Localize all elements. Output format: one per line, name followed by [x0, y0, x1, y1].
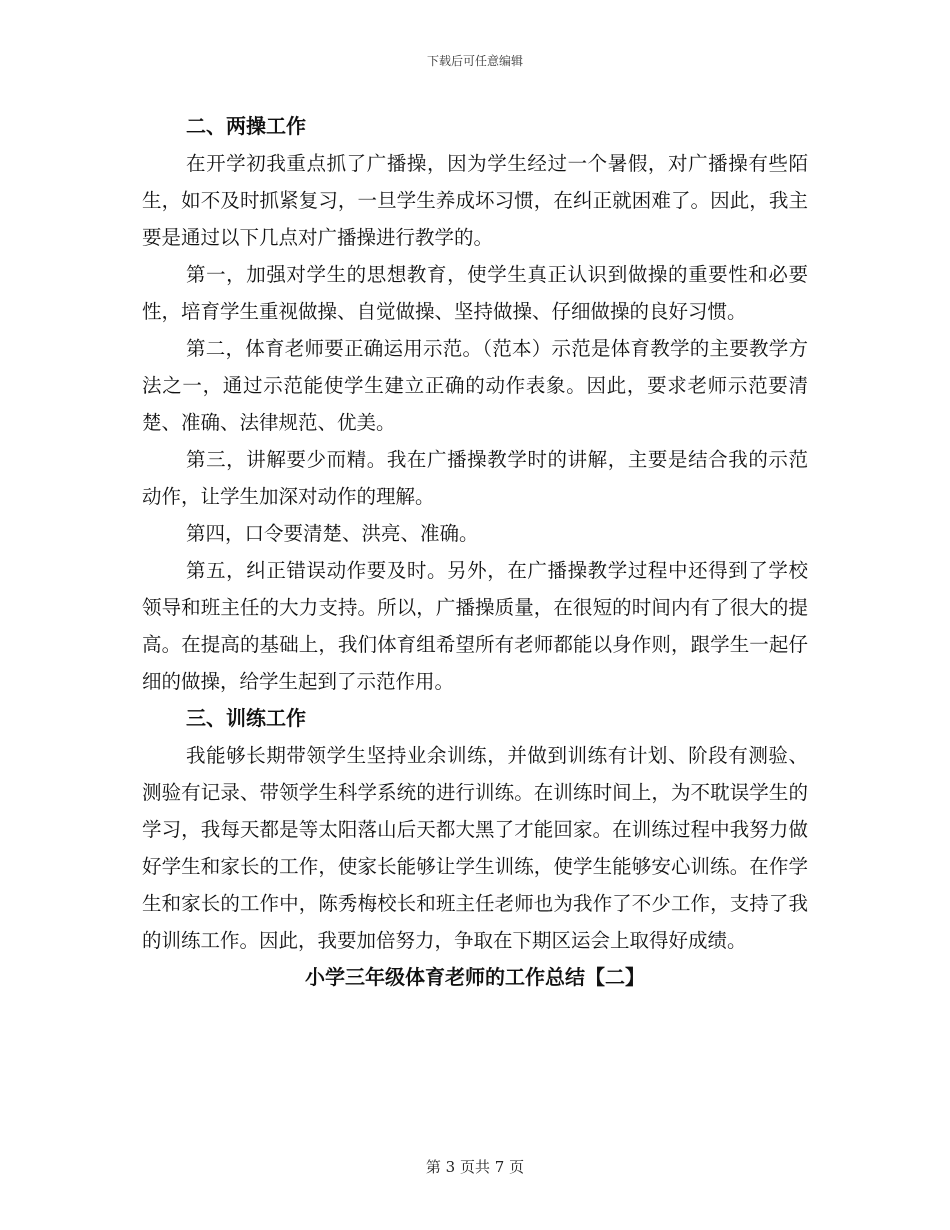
section-heading-exercise: 二、两操工作 [186, 114, 306, 138]
header-note: 下载后可任意编辑 [426, 54, 523, 68]
paragraph: 我能够长期带领学生坚持业余训练，并做到训练有计划、阶段有测验、测验有记录、带领学生科学系统的进行训练。在训练时间上，为不耽误学生的学习，我每天都是等太阳落山后天都大黑了才能回家。在训练过程中我努力做好学生和家长的工作，使家长能够让学生训练，使学生能够安心训练。在作学生和家长的工作中，陈秀梅校长和班主任老师也为我作了不少工作，支持了我的训练工作。因此，我要加倍努力，争取在下期区运会上取得好成绩。 [142, 744, 808, 952]
paragraph: 第二，体育老师要正确运用示范。（范本）示范是体育教学的主要教学方法之一，通过示范能使学生建立正确的动作表象。因此，要求老师示范要清楚、准确、法律规范、优美。 [142, 337, 808, 434]
paragraph: 第四，口令要清楚、洪亮、准确。 [186, 522, 479, 545]
next-section-title: 小学三年级体育老师的工作总结【二】 [305, 965, 645, 989]
paragraph: 在开学初我重点抓了广播操，因为学生经过一个暑假，对广播操有些陌生，如不及时抓紧复习，一旦学生养成坏习惯，在纠正就困难了。因此，我主要是通过以下几点对广播操进行教学的。 [142, 152, 808, 249]
paragraph: 第五，纠正错误动作要及时。另外，在广播操教学过程中还得到了学校领导和班主任的大力支持。所以，广播操质量，在很短的时间内有了很大的提高。在提高的基础上，我们体育组希望所有老师都能以身作则，跟学生一起仔细的做操，给学生起到了示范作用。 [142, 559, 808, 693]
paragraph: 第一，加强对学生的思想教育，使学生真正认识到做操的重要性和必要性，培育学生重视做操、自觉做操、坚持做操、仔细做操的良好习惯。 [142, 263, 808, 323]
paragraph: 第三，讲解要少而精。我在广播操教学时的讲解，主要是结合我的示范动作，让学生加深对动作的理解。 [142, 448, 808, 508]
section-heading-training: 三、训练工作 [186, 706, 306, 730]
document-body [142, 108, 808, 996]
page-number: 第 3 页共 7 页 [425, 1158, 525, 1176]
